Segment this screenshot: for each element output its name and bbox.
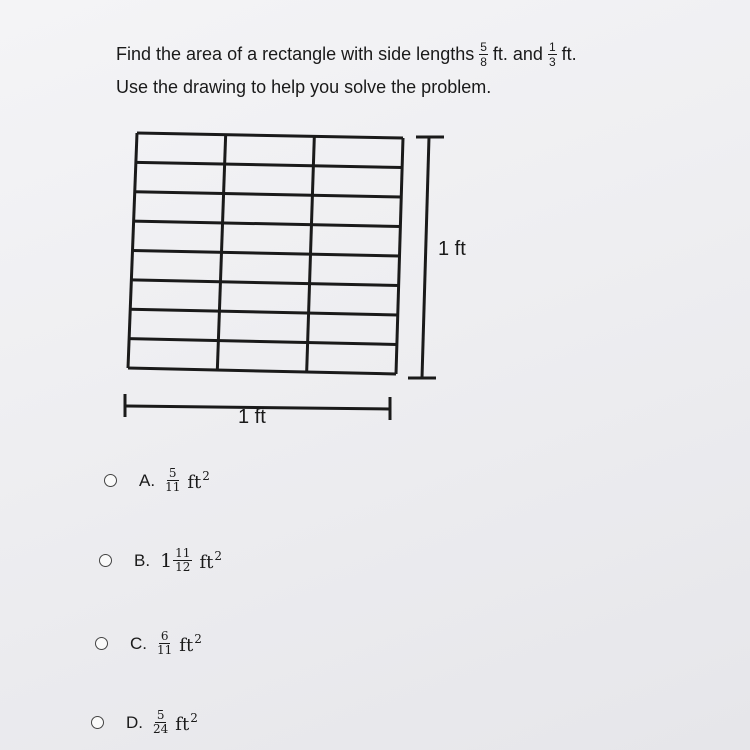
fraction-numerator: 5 xyxy=(480,39,487,54)
unit-exponent: 2 xyxy=(202,468,210,483)
grid-border-line xyxy=(137,133,403,138)
answer-option-b[interactable] xyxy=(99,547,222,574)
option-letter: D. xyxy=(126,712,143,732)
area-model-grid xyxy=(128,133,403,374)
grid-row-line xyxy=(134,221,401,226)
answer-option-d[interactable] xyxy=(91,709,198,736)
unit-label xyxy=(175,711,198,735)
mixed-number-whole: 1 xyxy=(160,549,173,572)
unit-text: ft xyxy=(175,713,190,735)
option-fraction xyxy=(173,547,192,574)
unit-label xyxy=(179,632,202,656)
fraction-numerator: 1 xyxy=(548,39,556,54)
unit-text: ft xyxy=(187,471,202,493)
fraction-numerator: 5 xyxy=(168,466,177,480)
fraction-numerator: 11 xyxy=(175,546,191,560)
grid-row-line xyxy=(131,280,398,286)
fraction-numerator: 5 xyxy=(156,708,165,722)
option-fraction xyxy=(153,709,168,736)
grid-row-line xyxy=(129,339,397,345)
fraction-denominator: 11 xyxy=(165,480,181,494)
question-line-2: Use the drawing to help you solve the problem. xyxy=(116,77,492,97)
option-letter: B. xyxy=(134,550,151,570)
answer-option-c[interactable] xyxy=(95,630,202,657)
fraction-denominator: 3 xyxy=(548,54,556,69)
unit-exponent: 2 xyxy=(214,548,222,563)
height-label: 1 ft xyxy=(438,238,466,260)
question-suffix: ft. xyxy=(561,44,577,64)
grid-row-line xyxy=(135,192,402,197)
fraction-denominator: 12 xyxy=(175,560,191,574)
option-letter: A. xyxy=(139,470,156,490)
unit-exponent: 2 xyxy=(194,631,202,646)
unit-label xyxy=(199,549,222,573)
fraction-denominator: 24 xyxy=(153,722,169,736)
radio-button[interactable] xyxy=(104,474,117,487)
width-label: 1 ft xyxy=(238,406,266,428)
grid-row-line xyxy=(133,251,400,257)
unit-text: ft xyxy=(199,551,214,573)
fraction-denominator: 11 xyxy=(157,643,173,657)
radio-button[interactable] xyxy=(99,554,112,567)
unit-exponent: 2 xyxy=(190,710,198,725)
grid-border-line xyxy=(128,368,396,374)
question-prefix: Find the area of a rectangle with side lengths xyxy=(116,44,475,64)
fraction-denominator: 8 xyxy=(480,54,487,69)
radio-button[interactable] xyxy=(91,716,104,729)
option-fraction xyxy=(165,467,180,494)
question-middle: ft. and xyxy=(492,44,543,64)
answer-option-a[interactable] xyxy=(104,467,210,494)
fraction-numerator: 6 xyxy=(160,629,169,643)
grid-row-line xyxy=(130,309,398,315)
option-letter: C. xyxy=(130,633,147,653)
radio-button[interactable] xyxy=(95,637,108,650)
grid-row-line xyxy=(136,162,402,167)
unit-text: ft xyxy=(179,634,194,656)
option-fraction xyxy=(157,630,172,657)
unit-label xyxy=(187,469,210,493)
